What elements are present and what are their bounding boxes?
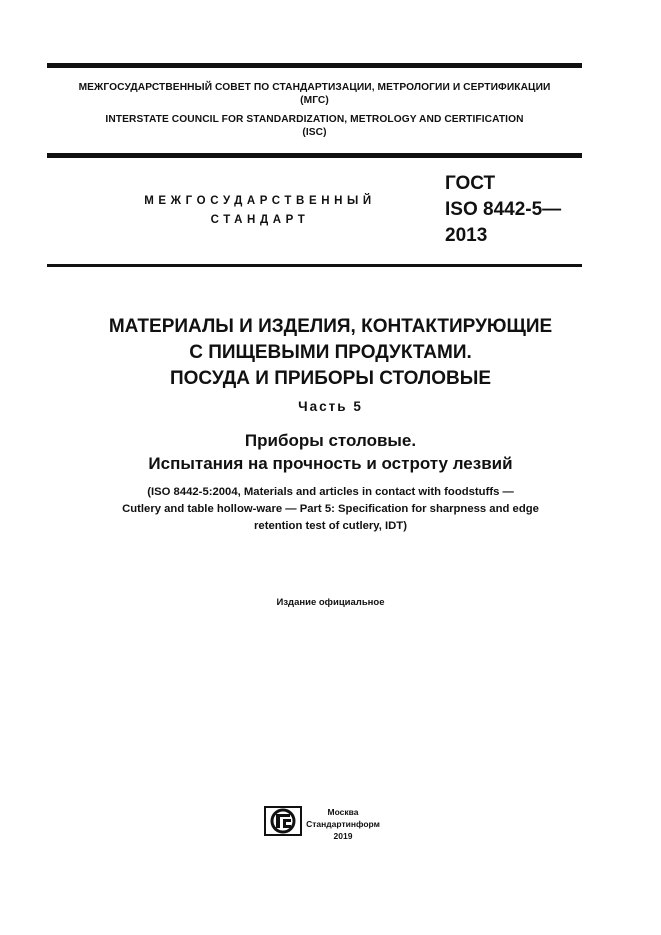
gost-designation-line1: ГОСТ	[445, 173, 496, 194]
standard-rule	[47, 264, 582, 267]
standard-label-line1: МЕЖГОСУДАРСТВЕННЫЙ	[144, 195, 376, 207]
council-name-ru: МЕЖГОСУДАРСТВЕННЫЙ СОВЕТ ПО СТАНДАРТИЗАЦИИ, МЕТРОЛОГИИ И СЕРТИФИКАЦИИ	[78, 82, 551, 93]
main-title-line2: С ПИЩЕВЫМИ ПРОДУКТАМИ.	[189, 342, 472, 363]
subtitle-line2: Испытания на прочность и остроту лезвий	[148, 454, 513, 473]
header-rule	[47, 153, 582, 158]
publisher-name: Стандартинформ	[306, 819, 380, 829]
part-label: Часть 5	[298, 399, 363, 414]
publisher-city: Москва	[327, 807, 359, 817]
standard-label-line2: СТАНДАРТ	[210, 214, 310, 226]
standartinform-logo-icon	[264, 806, 302, 836]
iso-reference-line2: Cutlery and table hollow-ware — Part 5: Specification for sharpness and edge	[122, 503, 539, 515]
iso-reference-line1: (ISO 8442-5:2004, Materials and articles in contact with foodstuffs —	[147, 486, 514, 498]
main-title-line1: МАТЕРИАЛЫ И ИЗДЕЛИЯ, КОНТАКТИРУЮЩИЕ	[108, 316, 553, 337]
council-name-en: INTERSTATE COUNCIL FOR STANDARDIZATION, METROLOGY AND CERTIFICATION	[105, 114, 524, 125]
iso-reference-line3: retention test of cutlery, IDT)	[254, 520, 407, 532]
council-abbr-en: (ISC)	[302, 127, 327, 138]
publication-year: 2019	[333, 831, 353, 841]
top-rule	[47, 63, 582, 68]
gost-designation-line3: 2013	[445, 225, 488, 246]
main-title-line3: ПОСУДА И ПРИБОРЫ СТОЛОВЫЕ	[170, 368, 491, 389]
gost-designation-line2: ISO 8442-5—	[445, 199, 562, 220]
council-abbr-ru: (МГС)	[300, 95, 329, 106]
subtitle-line1: Приборы столовые.	[244, 431, 417, 450]
edition-label: Издание официальное	[276, 597, 385, 608]
